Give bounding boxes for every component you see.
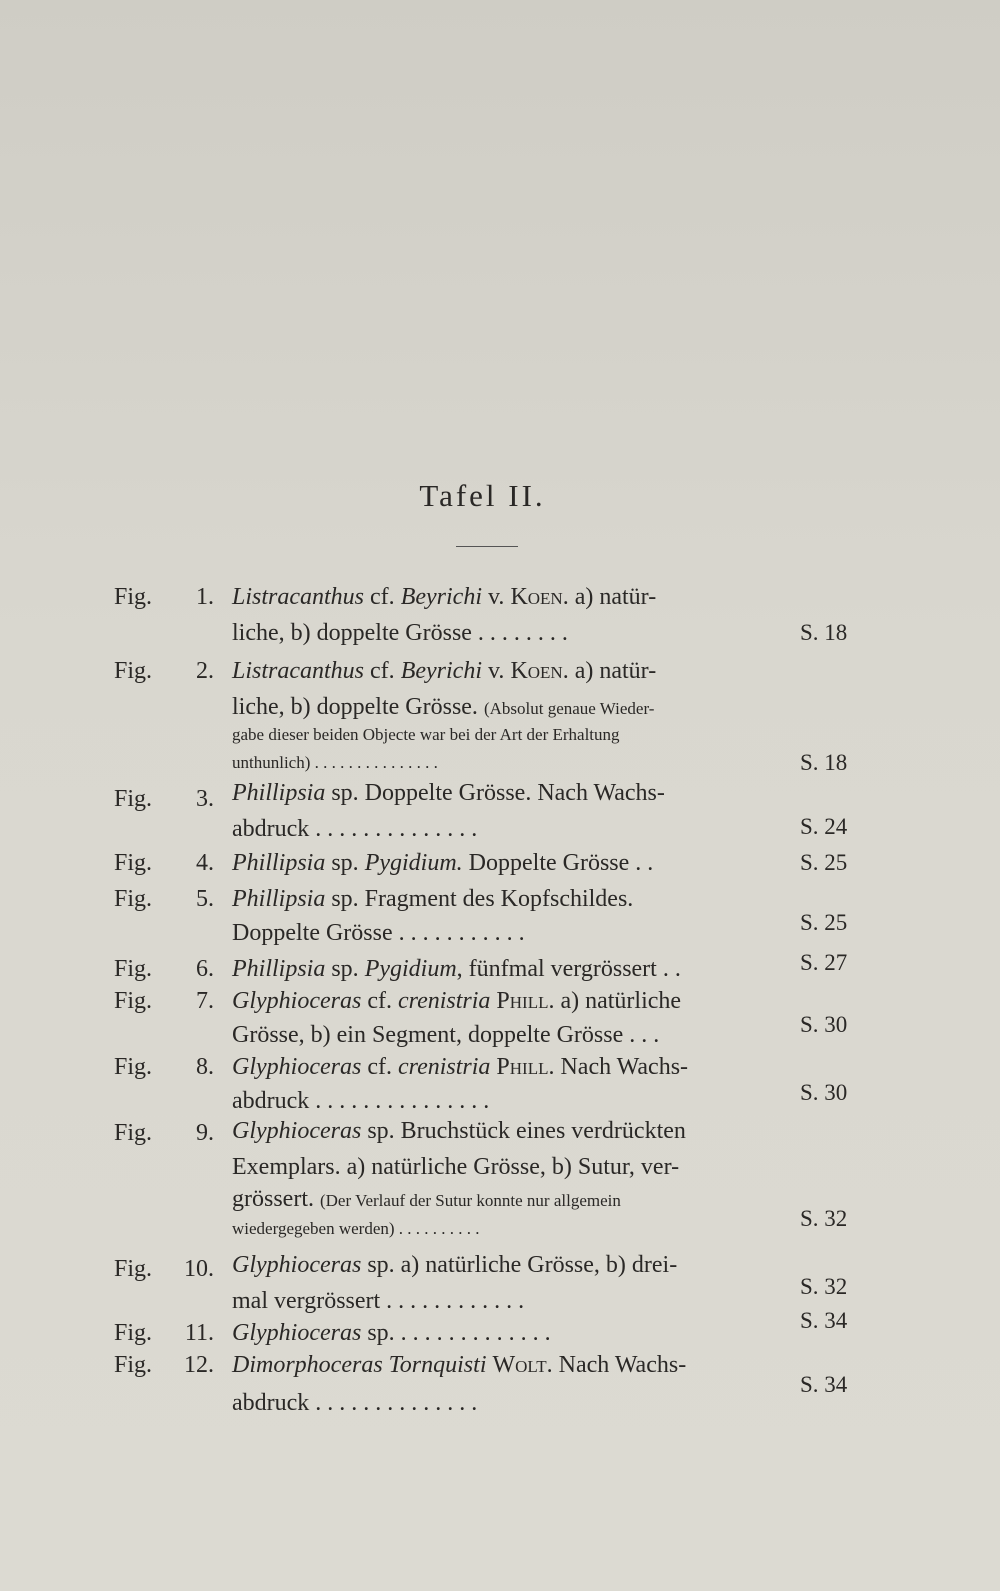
caption-text: v. (481, 584, 511, 610)
figure-label-text: Fig. (114, 988, 153, 1014)
page-reference: S. 34 (800, 1372, 848, 1397)
caption-line (232, 918, 772, 948)
caption-line (232, 1116, 772, 1146)
caption-line (232, 1350, 772, 1380)
figure-number: 3. (196, 786, 214, 812)
caption-text: Grösse, b) ein Segment, doppelte Grösse . . . (232, 1022, 660, 1048)
figure-number: 12. (184, 1352, 214, 1378)
caption-text: cf. (361, 988, 398, 1014)
taxon-name: crenistria (397, 1054, 491, 1080)
taxon-name: Glyphioceras (232, 1252, 362, 1278)
page-reference: S. 18 (800, 620, 848, 645)
figure-number: 5. (196, 886, 214, 912)
caption-text: v. (481, 658, 511, 684)
caption-text: gabe dieser beiden Objecte war bei der Art der Erhaltung (232, 725, 620, 744)
author-name: Koen (510, 584, 563, 610)
figure-label (114, 582, 214, 612)
figure-label (114, 1318, 214, 1348)
author-name: Koen (510, 658, 563, 684)
figure-label-text: Fig. (114, 1120, 153, 1146)
caption-text: sp. (325, 956, 365, 982)
taxon-name: Phillipsia (232, 956, 326, 982)
caption-text: sp. Bruchstück eines verdrückten (361, 1118, 686, 1144)
figure-label (114, 656, 214, 686)
figure-number: 2. (196, 658, 214, 684)
figure-label-text: Fig. (114, 584, 153, 610)
figure-label (114, 986, 214, 1016)
caption-text: Exemplars. a) natürliche Grösse, b) Sutur, ver- (232, 1154, 680, 1180)
figure-label-text: Fig. (114, 786, 153, 812)
taxon-name: Phillipsia (232, 886, 326, 912)
caption-line (232, 656, 772, 686)
caption-line (232, 954, 772, 984)
caption-text: wiedergegeben werden) . . . . . . . . . . (232, 1219, 480, 1238)
page-reference: S. 32 (800, 1274, 848, 1299)
figure-label (114, 954, 214, 984)
caption-text: , fünfmal vergrössert . . (456, 956, 681, 982)
taxon-name: Dimorphoceras (232, 1352, 383, 1378)
caption-text: abdruck . . . . . . . . . . . . . . (232, 816, 478, 842)
taxon-name: Beyrichi (400, 584, 482, 610)
caption-text: unthunlich) . . . . . . . . . . . . . . . (232, 753, 438, 772)
figure-label-text: Fig. (114, 658, 153, 684)
taxon-name: Glyphioceras (232, 1118, 362, 1144)
caption-text: . a) natür- (562, 584, 657, 610)
figure-number: 10. (184, 1256, 214, 1282)
taxon-name: crenistria (397, 988, 491, 1014)
figure-label (114, 1254, 214, 1284)
taxon-name: Listracanthus (232, 584, 365, 610)
page-reference: S. 25 (800, 910, 848, 935)
caption-line (232, 720, 772, 750)
caption-line (232, 848, 772, 878)
caption-line (232, 1184, 772, 1216)
caption-text: liche, b) doppelte Grösse. (232, 694, 484, 720)
page-reference: S. 25 (800, 850, 848, 875)
figure-label (114, 1118, 214, 1148)
caption-line (232, 1086, 772, 1116)
page-reference: S. 32 (800, 1206, 848, 1231)
caption-text: . a) natürliche (548, 988, 682, 1014)
caption-text: sp. (325, 850, 365, 876)
figure-number: 4. (196, 850, 214, 876)
caption-text: mal vergrössert . . . . . . . . . . . . (232, 1288, 525, 1314)
taxon-name: Beyrichi (400, 658, 482, 684)
caption-line (232, 814, 772, 844)
figure-number: 9. (196, 1120, 214, 1146)
caption-line (232, 1388, 772, 1418)
caption-text: sp. Doppelte Grösse. Nach Wachs- (325, 780, 665, 806)
taxon-name: Tornquisti (388, 1352, 487, 1378)
taxon-name: Glyphioceras (232, 1320, 362, 1346)
caption-text: cf. (361, 1054, 398, 1080)
page-reference: S. 34 (800, 1308, 848, 1333)
page-reference: S. 27 (800, 950, 848, 975)
taxon-name: Pygidium. (364, 850, 463, 876)
caption-text: (Absolut genaue Wieder- (483, 699, 655, 718)
author-name: Phill (496, 988, 549, 1014)
caption-text: grössert. (232, 1186, 320, 1212)
figure-label-text: Fig. (114, 1320, 153, 1346)
taxon-name: Glyphioceras (232, 1054, 362, 1080)
caption-line (232, 1318, 772, 1348)
caption-line (232, 884, 772, 914)
taxon-name: Phillipsia (232, 850, 326, 876)
caption-line (232, 748, 772, 778)
page-reference: S. 30 (800, 1012, 848, 1037)
caption-line (232, 1052, 772, 1082)
figure-label-text: Fig. (114, 850, 153, 876)
figure-label-text: Fig. (114, 956, 153, 982)
caption-text: . Nach Wachs- (546, 1352, 687, 1378)
caption-text: . a) natür- (562, 658, 657, 684)
figure-label-text: Fig. (114, 1054, 153, 1080)
figure-label (114, 884, 214, 914)
caption-text: sp. a) natürliche Grösse, b) drei- (361, 1252, 678, 1278)
caption-text: Doppelte Grösse . . . . . . . . . . . (232, 920, 525, 946)
figure-number: 11. (184, 1320, 214, 1346)
caption-text: sp. Fragment des Kopfschildes. (325, 886, 634, 912)
caption-text: sp. . . . . . . . . . . . . . (361, 1320, 551, 1346)
caption-line (232, 618, 772, 648)
author-name: Phill (496, 1054, 549, 1080)
caption-line (232, 986, 772, 1016)
figure-label (114, 848, 214, 878)
caption-line (232, 1020, 772, 1050)
taxon-name: Phillipsia (232, 780, 326, 806)
figure-label-text: Fig. (114, 1352, 153, 1378)
caption-text: abdruck . . . . . . . . . . . . . . . (232, 1088, 490, 1114)
caption-text: abdruck . . . . . . . . . . . . . . (232, 1390, 478, 1416)
figure-label-text: Fig. (114, 1256, 153, 1282)
figure-number: 6. (196, 956, 214, 982)
figure-number: 8. (196, 1054, 214, 1080)
page-reference: S. 30 (800, 1080, 848, 1105)
figure-number: 1. (196, 584, 214, 610)
taxon-name: Pygidium (364, 956, 457, 982)
caption-line (232, 1214, 772, 1244)
caption-text: liche, b) doppelte Grösse . . . . . . . . (232, 620, 568, 646)
taxon-name: Listracanthus (232, 658, 365, 684)
caption-line (232, 1286, 772, 1316)
caption-text: Doppelte Grösse . . (462, 850, 654, 876)
taxon-name: Glyphioceras (232, 988, 362, 1014)
caption-text: . Nach Wachs- (548, 1054, 689, 1080)
caption-line (232, 1250, 772, 1280)
caption-text: (Der Verlauf der Sutur konnte nur allgemein (319, 1191, 621, 1210)
page-title: Tafel II. (419, 478, 546, 513)
figure-label-text: Fig. (114, 886, 153, 912)
figure-label (114, 1052, 214, 1082)
caption-line (232, 1152, 772, 1182)
page-reference: S. 24 (800, 814, 848, 839)
caption-line (232, 582, 772, 612)
caption-line (232, 778, 772, 808)
caption-text: cf. (364, 584, 401, 610)
author-name: Wolt (492, 1352, 547, 1378)
figure-label (114, 1350, 214, 1380)
figure-label (114, 784, 214, 814)
caption-text: cf. (364, 658, 401, 684)
page-reference: S. 18 (800, 750, 848, 775)
figure-number: 7. (196, 988, 214, 1014)
